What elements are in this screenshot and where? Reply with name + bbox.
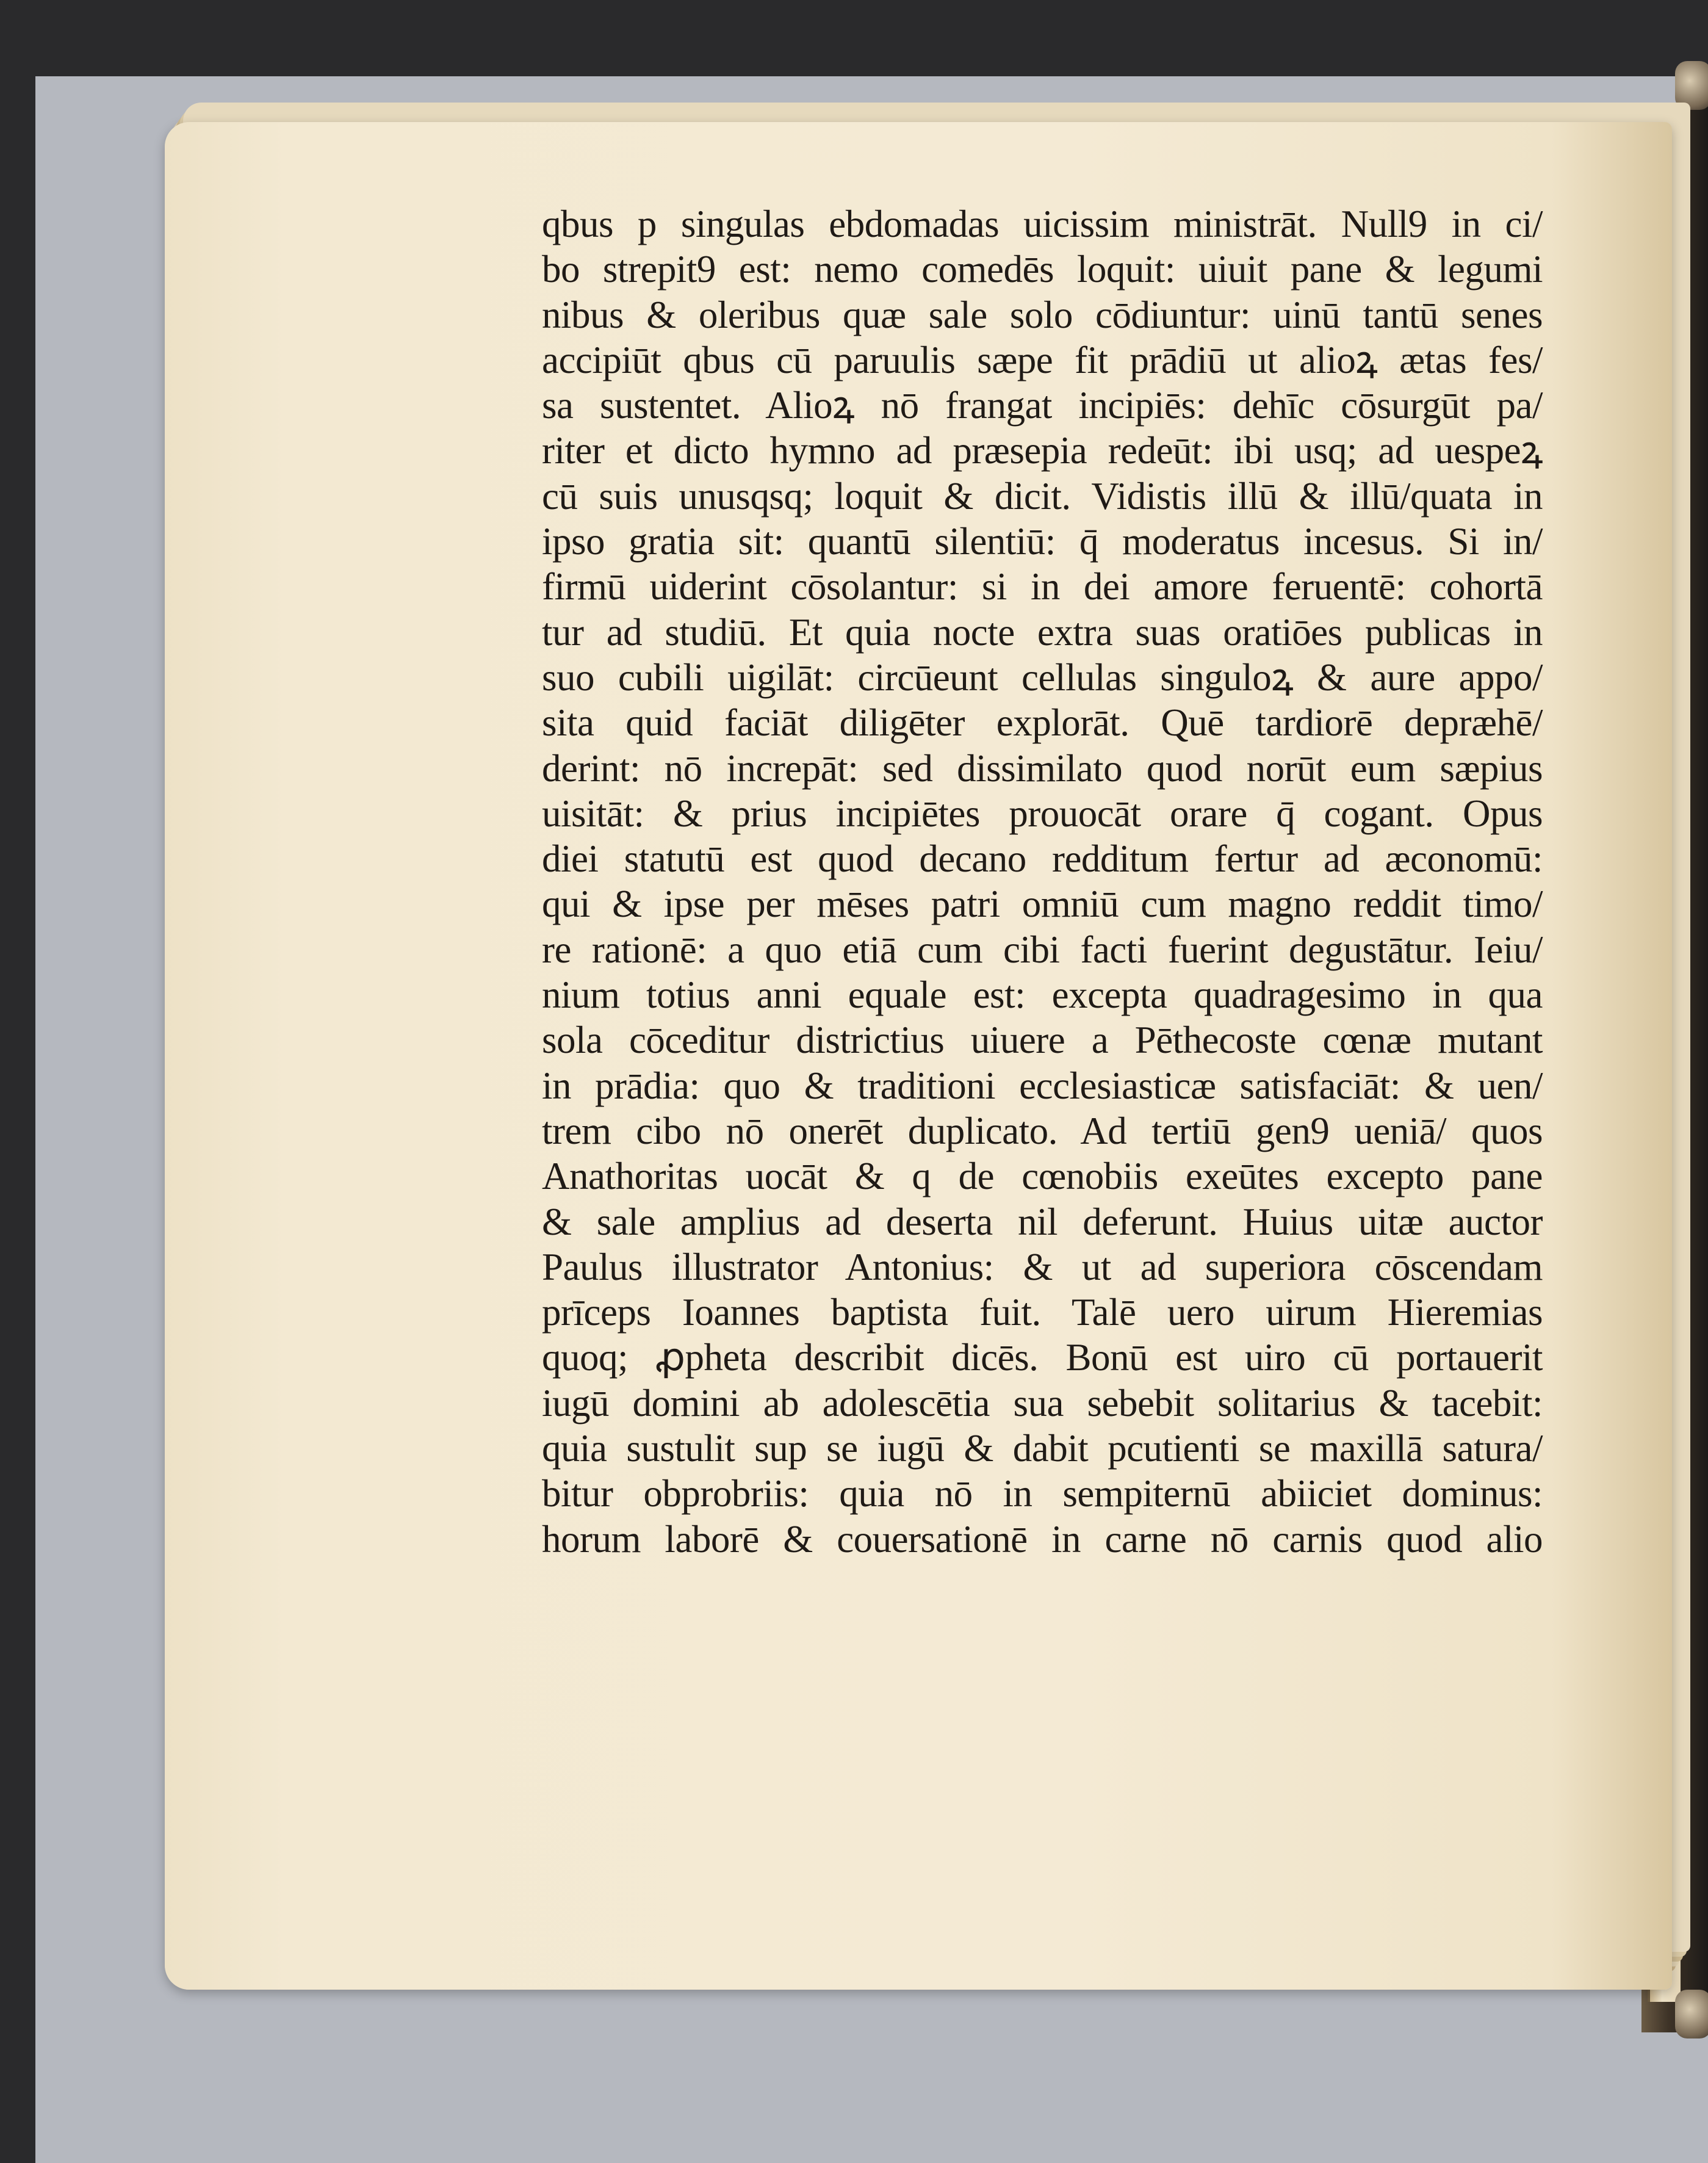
text-line: prīceps Ioannes baptista fuit. Talē uero uirum Hieremias: [542, 1291, 1543, 1334]
text-line: ipso gratia sit: quantū silentiū: q̄ moderatus incesus. Si in/: [542, 520, 1543, 563]
text-line: tur ad studiū. Et quia nocte extra suas oratiōes publicas in: [542, 610, 1543, 654]
text-line: suo cubili uigilāt: circūeunt cellulas singuloꝝ & aure appo/: [542, 655, 1543, 699]
text-line: quoq; ꝓpheta describit dicēs. Bonū est uiro cū portauerit: [542, 1336, 1543, 1379]
text-line: Paulus illustrator Antonius: & ut ad superiora cōscendam: [542, 1245, 1543, 1288]
text-line: uisitāt: & prius incipiētes prouocāt orare q̄ cogant. Opus: [542, 792, 1543, 835]
text-line: sa sustentet. Alioꝝ nō frangat incipiēs: dehīc cōsurgūt pa/: [542, 384, 1543, 427]
text-line: accipiūt qbus cū paruulis sæpe fit prādiū ut alioꝝ ætas fes/: [542, 338, 1543, 381]
text-line: Anathoritas uocāt & q de cœnobiis exeūtes excepto pane: [542, 1155, 1543, 1198]
text-line: iugū domini ab adolescētia sua sebebit solitarius & tacebit:: [542, 1381, 1543, 1425]
text-line: re rationē: a quo etiā cum cibi facti fuerint degustātur. Ieiu/: [542, 928, 1543, 971]
text-line: & sale amplius ad deserta nil deferunt. Huius uitæ auctor: [542, 1200, 1543, 1243]
text-line: quia sustulit sup se iugū & dabit pcutienti se maxillā satura/: [542, 1427, 1543, 1470]
text-line: horum laborē & couersationē in carne nō carnis quod alio: [542, 1517, 1543, 1561]
text-line: qbus p singulas ebdomadas uicissim ministrāt. Null9 in ci/: [542, 203, 1543, 245]
text-line: derint: nō increpāt: sed dissimilato quod norūt eum sæpius: [542, 746, 1543, 790]
text-line: riter et dicto hymno ad præsepia redeūt: ibi usq; ad uespeꝝ: [542, 429, 1543, 472]
text-line: trem cibo nō onerēt duplicato. Ad tertiū gen9 ueniā/ quos: [542, 1109, 1543, 1152]
text-line: bo strepit9 est: nemo comedēs loquit: uiuit pane & legumi: [542, 248, 1543, 291]
text-line: sola cōceditur districtius uiuere a Pēthecoste cœnæ mutant: [542, 1019, 1543, 1062]
text-line: nium totius anni equale est: excepta quadragesimo in qua: [542, 973, 1543, 1017]
binding-cord-bottom: [1675, 1990, 1708, 2038]
text-line: qui & ipse per mēses patri omniū cum magno reddit timo/: [542, 883, 1543, 926]
text-line: in prādia: quo & traditioni ecclesiasticæ satisfaciāt: & uen/: [542, 1064, 1543, 1107]
page-text: [542, 201, 1543, 1562]
text-line: diei statutū est quod decano redditum fertur ad æconomū:: [542, 837, 1543, 881]
text-line: sita quid faciāt diligēter explorāt. Quē tardiorē depræhē/: [542, 701, 1543, 745]
text-line: nibus & oleribus quæ sale solo cōdiuntur: uinū tantū senes: [542, 293, 1543, 336]
text-line: firmū uiderint cōsolantur: si in dei amore feruentē: cohortā: [542, 565, 1543, 608]
text-line: bitur obprobriis: quia nō in sempiternū abiiciet dominus:: [542, 1472, 1543, 1515]
text-line: cū suis unusqsq; loquit & dicit. Vidistis illū & illū/quata in: [542, 474, 1543, 518]
